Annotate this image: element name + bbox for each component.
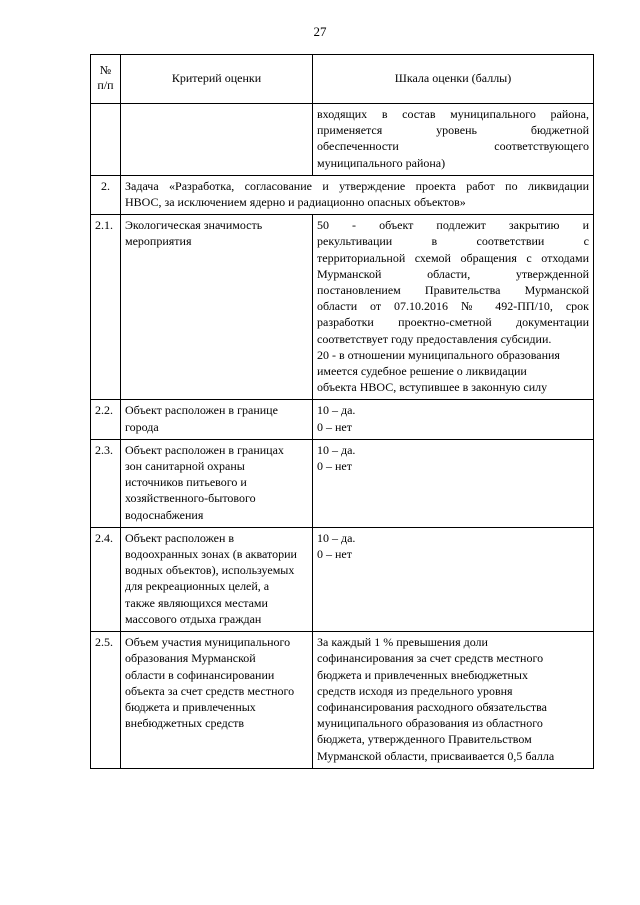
table-row-2-3 <box>91 439 594 527</box>
table-row-2-1 <box>91 215 594 400</box>
criteria-table <box>90 54 594 769</box>
header-num: № п/п <box>91 55 121 104</box>
row-scale: 50 - объект подлежит закрытию и рекультивации в соответствии с территориальной схемой обращения с отходами Мурманской области, утвержденной постановлением Правительства Мурманской области от 07.10.2016 № 492-ПП/10, срок разработки проектно-сметной документации соответствует году предоставления субсидии. 20 - в отношении муниципального образования имеется судебное решение о ликвидации объекта НВОС, вступившее в законную силу <box>313 215 594 400</box>
table-row-2-5 <box>91 632 594 769</box>
row-criterion: Экологическая значимость мероприятия <box>121 215 313 400</box>
row-scale: 10 – да. 0 – нет <box>313 439 594 527</box>
table-row-task-2 <box>91 175 594 214</box>
row-num: 2.5. <box>91 632 121 769</box>
row-num: 2.2. <box>91 400 121 439</box>
row-scale: 10 – да. 0 – нет <box>313 400 594 439</box>
task-num: 2. <box>91 175 121 214</box>
header-criterion: Критерий оценки <box>121 55 313 104</box>
row-scale: 10 – да. 0 – нет <box>313 527 594 631</box>
row-num: 2.1. <box>91 215 121 400</box>
page-number: 27 <box>313 24 327 39</box>
table-header-row <box>91 55 594 104</box>
header-scale: Шкала оценки (баллы) <box>313 55 594 104</box>
row-criterion: Объект расположен в водоохранных зонах (в акватории водных объектов), используемых для рекреационных целей, а также являющихся местами массового отдыха граждан <box>121 527 313 631</box>
row-criterion: Объект расположен в границах зон санитарной охраны источников питьевого и хозяйственного-бытового водоснабжения <box>121 439 313 527</box>
table-row-continuation <box>91 104 594 176</box>
row-criterion: Объект расположен в границе города <box>121 400 313 439</box>
task-text: Задача «Разработка, согласование и утверждение проекта работ по ликвидации НВОС, за исключением ядерно и радиационно опасных объектов» <box>121 175 594 214</box>
row-criterion: Объем участия муниципального образования Мурманской области в софинансировании объекта за счет средств местного бюджета и привлеченных внебюджетных средств <box>121 632 313 769</box>
table-row-2-2 <box>91 400 594 439</box>
continuation-scale: входящих в состав муниципального района, применяется уровень бюджетной обеспеченности соответствующего муниципального района) <box>313 104 594 176</box>
row-num: 2.4. <box>91 527 121 631</box>
row-scale: За каждый 1 % превышения доли софинансирования за счет средств местного бюджета и привлеченных внебюджетных средств исходя из предельного уровня софинансирования расходного обязательства муниципального образования из областного бюджета, утвержденного Правительством Мурманской области, присваивается 0,5 балла <box>313 632 594 769</box>
row-num: 2.3. <box>91 439 121 527</box>
table-row-2-4 <box>91 527 594 631</box>
